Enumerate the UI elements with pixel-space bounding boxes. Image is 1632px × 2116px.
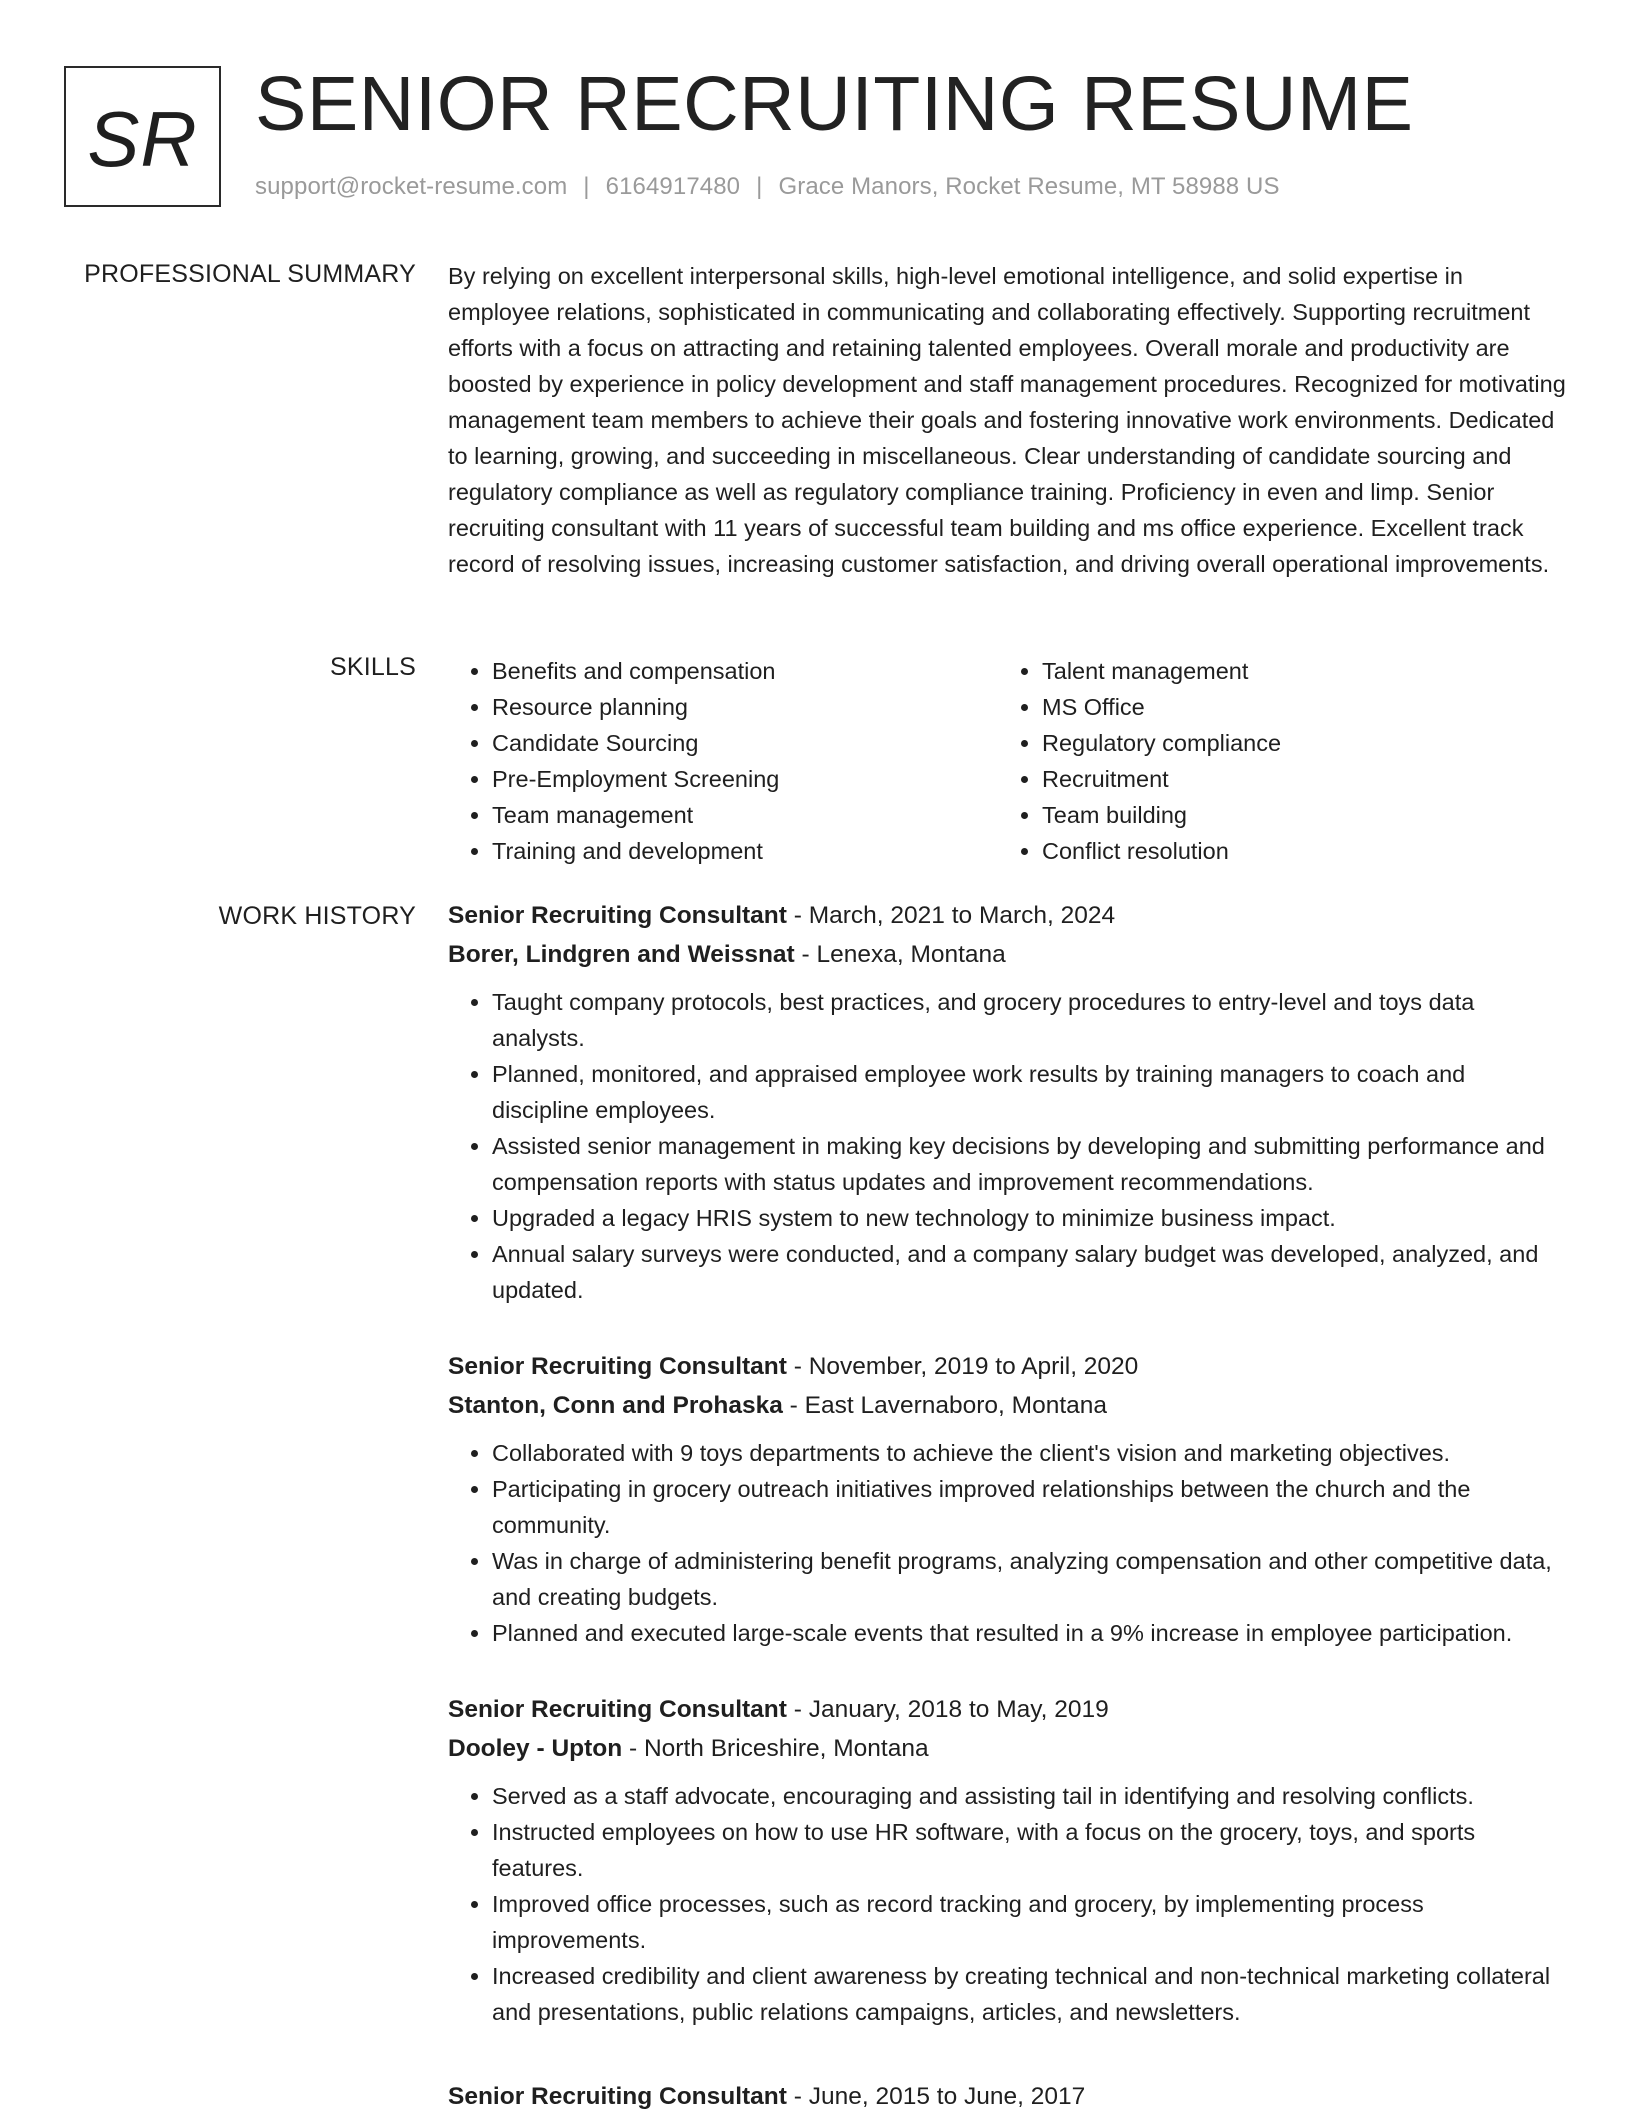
job-bullet: • Planned and executed large-scale events that resulted in a 9% increase in employee participation. <box>492 1615 1568 1651</box>
skill-item: • Team management <box>492 797 998 833</box>
skill-item: • Team building <box>1042 797 1562 833</box>
contact-separator: | <box>756 173 763 200</box>
summary-body <box>448 258 1568 582</box>
job-bullet: • Upgraded a legacy HRIS system to new technology to minimize business impact. <box>492 1200 1568 1236</box>
skill-item: • MS Office <box>1042 689 1562 725</box>
contact-email: support@rocket-resume.com <box>255 173 568 200</box>
summary-text: By relying on excellent interpersonal skills, high-level emotional intelligence, and solid expertise in employee relations, sophisticated in communicating and collaborating effectively. Supporting recruitment efforts with a focus on attracting and retaining talented employees. Overall morale and productivity are boosted by experience in policy development and staff management procedures. Recognized for motivating management team members to achieve their goals and fostering innovative work environments. Dedicated to learning, growing, and succeeding in miscellaneous. Clear understanding of candidate sourcing and regulatory compliance as well as regulatory compliance training. Proficiency in even and limp. Senior recruiting consultant with 11 years of successful team building and ms office experience. Excellent track record of resolving issues, increasing customer satisfaction, and driving overall operational improvements. <box>448 263 1566 577</box>
job-title-line <box>448 2077 1568 2116</box>
job-title: Senior Recruiting Consultant <box>448 1696 787 1723</box>
job-bullet: • Increased credibility and client awareness by creating technical and non-technical marketing collateral and presentations, public relations campaigns, articles, and newsletters. <box>492 1958 1568 2030</box>
job-entry <box>448 2077 1568 2116</box>
job-bullet: • Was in charge of administering benefit programs, analyzing compensation and other competitive data, and creating budgets. <box>492 1543 1568 1615</box>
job-title: Senior Recruiting Consultant <box>448 2083 787 2110</box>
job-entry <box>448 1690 1568 2030</box>
skills-label: SKILLS <box>330 653 416 681</box>
work-history-label: WORK HISTORY <box>218 902 416 930</box>
skills-body <box>448 653 1568 869</box>
resume-header <box>64 61 1564 211</box>
job-company: Dooley - Upton <box>448 1735 623 1762</box>
job-dates: - January, 2018 to May, 2019 <box>786 1696 1109 1723</box>
job-location: - East Lavernaboro, Montana <box>782 1392 1108 1419</box>
skill-item: • Pre-Employment Screening <box>492 761 998 797</box>
job-title-line <box>448 1690 1568 1729</box>
monogram-badge: SR <box>64 66 221 207</box>
skill-item: • Conflict resolution <box>1042 833 1562 869</box>
resume-title: SENIOR RECRUITING RESUME <box>255 61 1414 147</box>
job-dates: - March, 2021 to March, 2024 <box>786 902 1116 929</box>
skill-item: • Candidate Sourcing <box>492 725 998 761</box>
job-location: - North Briceshire, Montana <box>622 1735 929 1762</box>
job-bullet: • Taught company protocols, best practices, and grocery procedures to entry-level and toys data analysts. <box>492 984 1568 1056</box>
job-title-line <box>448 896 1568 935</box>
skill-item: • Benefits and compensation <box>492 653 998 689</box>
contact-line <box>255 173 1280 201</box>
job-entry <box>448 896 1568 1308</box>
job-title: Senior Recruiting Consultant <box>448 902 787 929</box>
job-bullet: • Assisted senior management in making key decisions by developing and submitting performance and compensation reports with status updates and improvement recommendations. <box>492 1128 1568 1200</box>
job-bullet: • Annual salary surveys were conducted, and a company salary budget was developed, analyzed, and updated. <box>492 1236 1568 1308</box>
contact-address: Grace Manors, Rocket Resume, MT 58988 US <box>778 173 1280 200</box>
job-company-line <box>448 1729 1568 1768</box>
job-dates: - June, 2015 to June, 2017 <box>786 2083 1086 2110</box>
job-dates: - November, 2019 to April, 2020 <box>786 1353 1139 1380</box>
job-company: Stanton, Conn and Prohaska <box>448 1392 783 1419</box>
job-bullet: • Planned, monitored, and appraised employee work results by training managers to coach and discipline employees. <box>492 1056 1568 1128</box>
job-bullet: • Participating in grocery outreach initiatives improved relationships between the church and the community. <box>492 1471 1568 1543</box>
skill-item: • Talent management <box>1042 653 1562 689</box>
job-location: - Lenexa, Montana <box>794 941 1006 968</box>
job-bullet-list <box>448 1435 1568 1651</box>
job-title: Senior Recruiting Consultant <box>448 1353 787 1380</box>
summary-label: PROFESSIONAL SUMMARY <box>84 260 416 288</box>
skills-list-left <box>448 653 998 869</box>
skills-list-right <box>998 653 1562 869</box>
contact-separator: | <box>583 173 590 200</box>
contact-phone: 6164917480 <box>605 173 741 200</box>
job-bullet: • Served as a staff advocate, encouraging and assisting tail in identifying and resolving conflicts. <box>492 1778 1568 1814</box>
job-bullet: • Instructed employees on how to use HR software, with a focus on the grocery, toys, and sports features. <box>492 1814 1568 1886</box>
job-company: Borer, Lindgren and Weissnat <box>448 941 795 968</box>
job-entry <box>448 1347 1568 1651</box>
skill-item: • Regulatory compliance <box>1042 725 1562 761</box>
skill-item: • Resource planning <box>492 689 998 725</box>
job-bullet: • Improved office processes, such as record tracking and grocery, by implementing process improvements. <box>492 1886 1568 1958</box>
job-company-line <box>448 1386 1568 1425</box>
job-title-line <box>448 1347 1568 1386</box>
job-company-line <box>448 935 1568 974</box>
job-bullet-list <box>448 1778 1568 2030</box>
job-bullet: • Collaborated with 9 toys departments to achieve the client's vision and marketing objectives. <box>492 1435 1568 1471</box>
skill-item: • Training and development <box>492 833 998 869</box>
skill-item: • Recruitment <box>1042 761 1562 797</box>
job-bullet-list <box>448 984 1568 1308</box>
